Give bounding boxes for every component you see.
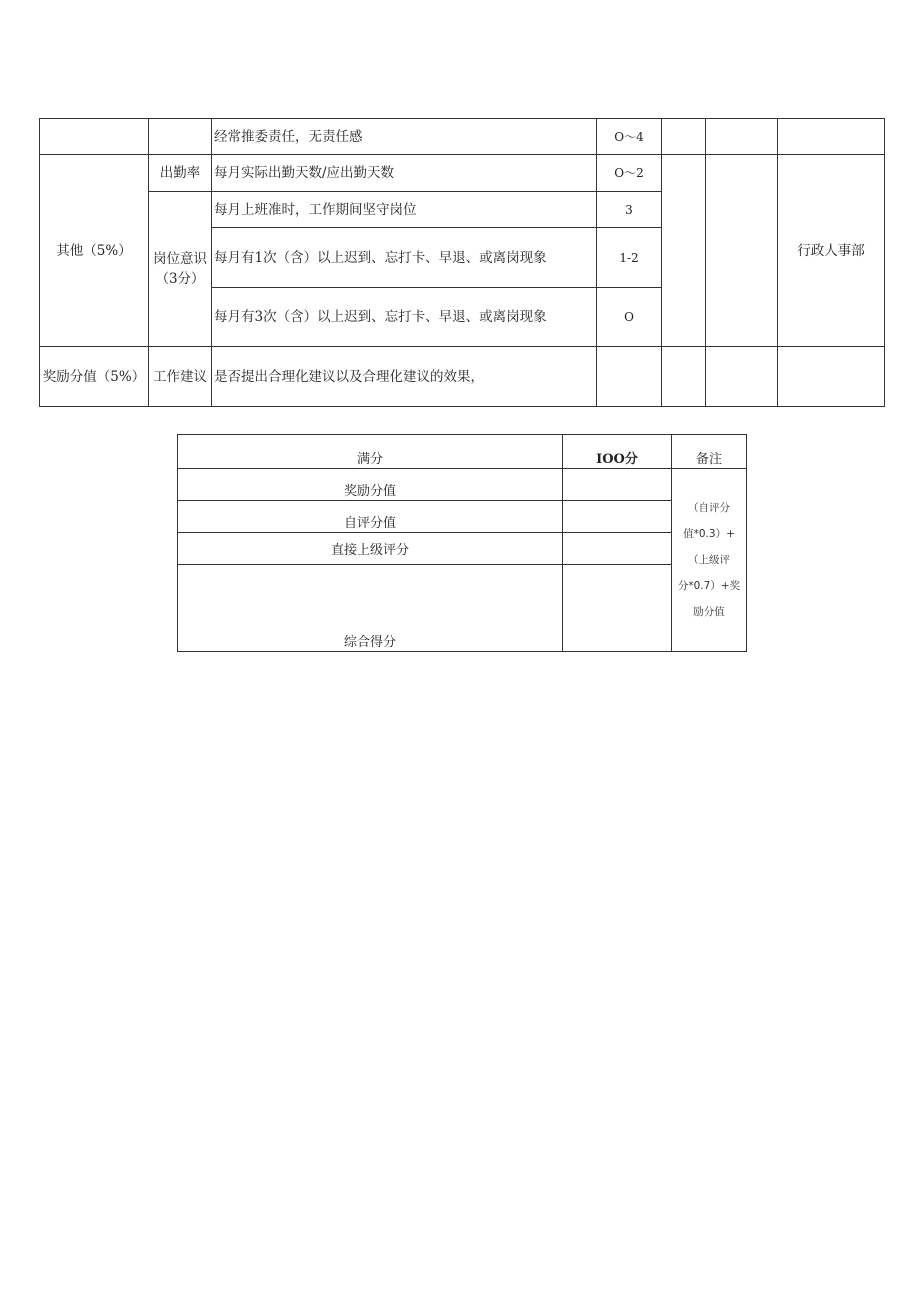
remark-line: （自评分	[688, 502, 730, 514]
attendance-label: 出勤率	[149, 155, 212, 192]
empty-cell	[662, 155, 706, 347]
empty-cell	[706, 155, 778, 347]
table-row	[40, 347, 885, 407]
empty-cell	[706, 119, 778, 155]
score-value: 1-2	[597, 228, 662, 288]
empty-cell	[778, 119, 885, 155]
summary-table	[177, 434, 747, 652]
criterion-text: 每月上班准时，工作期间坚守岗位	[212, 192, 597, 228]
remark-line: 值*0.3）+	[683, 528, 735, 540]
empty-cell	[597, 347, 662, 407]
table-row	[178, 533, 747, 565]
total-score-label: 综合得分	[178, 565, 563, 652]
score-value: 3	[597, 192, 662, 228]
empty-cell	[778, 347, 885, 407]
category-reward: 奖励分值（5%）	[40, 347, 149, 407]
empty-cell	[662, 347, 706, 407]
table-row	[178, 435, 747, 469]
remark-formula	[672, 469, 747, 652]
empty-cell	[706, 347, 778, 407]
empty-cell	[662, 119, 706, 155]
supervisor-score-label: 直接上级评分	[178, 533, 563, 565]
score-input-cell	[563, 533, 672, 565]
department-cell: 行政人事部	[778, 155, 885, 347]
criterion-text: 每月实际出勤天数/应出勤天数	[212, 155, 597, 192]
criterion-text: 每月有3次（含）以上迟到、忘打卡、早退、或离岗现象	[212, 288, 597, 347]
work-suggestion-label: 工作建议	[149, 347, 212, 407]
criterion-text: 是否提出合理化建议以及合理化建议的效果，	[212, 347, 597, 407]
criterion-text: 每月有1次（含）以上迟到、忘打卡、早退、或离岗现象	[212, 228, 597, 288]
score-range: O～2	[597, 155, 662, 192]
table-row	[178, 469, 747, 501]
table-row	[178, 501, 747, 533]
table-row	[40, 155, 885, 192]
score-input-cell	[563, 565, 672, 652]
score-input-cell	[563, 501, 672, 533]
full-score-label: 满分	[178, 435, 563, 469]
remark-header: 备注	[672, 435, 747, 469]
evaluation-table	[39, 118, 885, 407]
remark-line: 励分值	[693, 606, 725, 618]
reward-score-label: 奖励分值	[178, 469, 563, 501]
empty-cell	[149, 119, 212, 155]
score-input-cell	[563, 469, 672, 501]
score-value: O	[597, 288, 662, 347]
category-other: 其他（5%）	[40, 155, 149, 347]
table-row	[178, 565, 747, 652]
score-range: O～4	[597, 119, 662, 155]
remark-line: （上级评	[688, 554, 730, 566]
self-score-label: 自评分值	[178, 501, 563, 533]
table-row	[40, 119, 885, 155]
criterion-text: 经常推委责任，无责任感	[212, 119, 597, 155]
empty-cell	[40, 119, 149, 155]
full-score-value: IOO分	[563, 435, 672, 469]
post-awareness-label: 岗位意识（3分）	[149, 192, 212, 347]
remark-line: 分*0.7）+奖	[677, 580, 741, 592]
